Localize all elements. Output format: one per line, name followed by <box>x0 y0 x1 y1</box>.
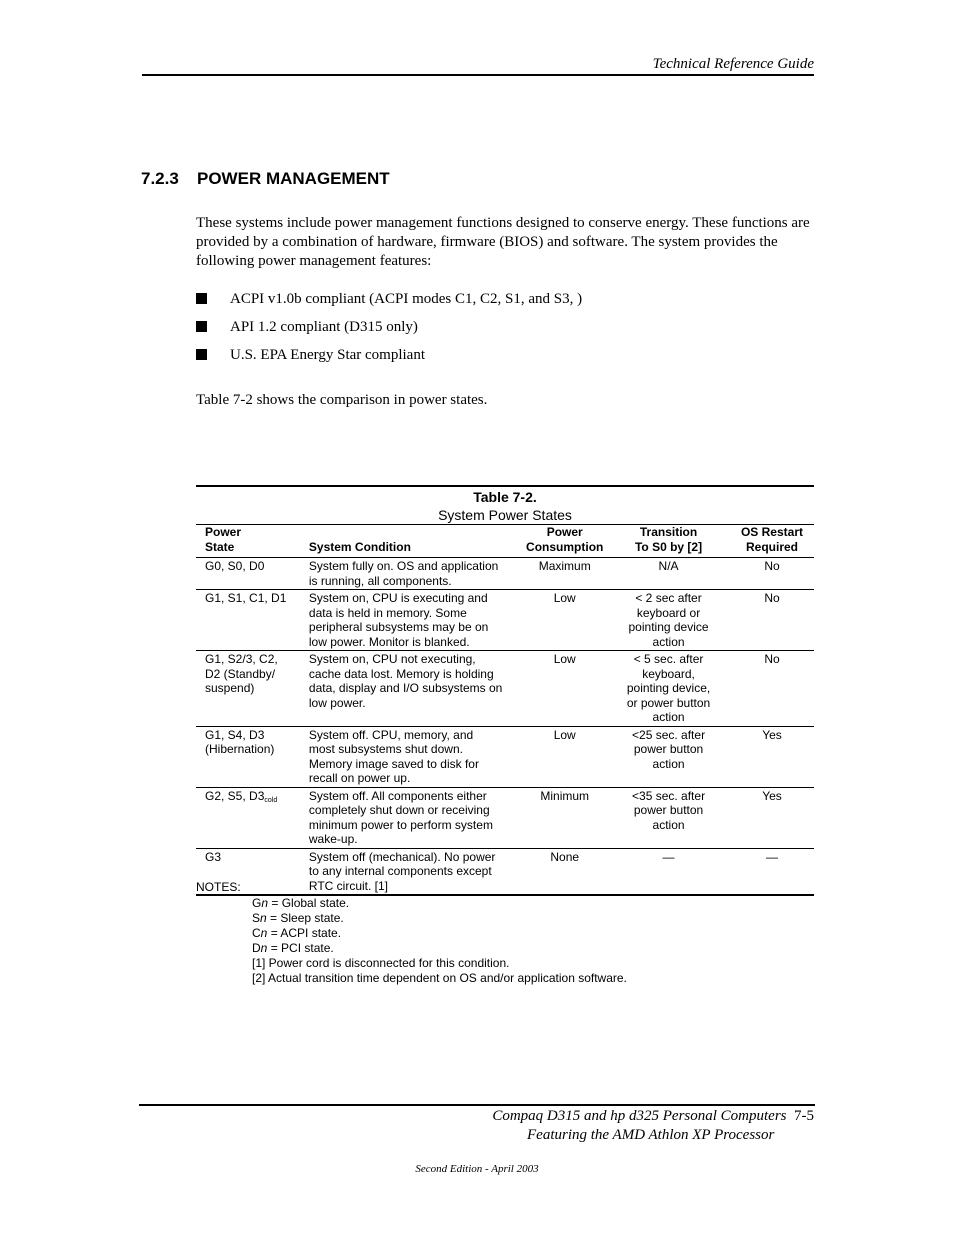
page-number: 7-5 <box>794 1108 814 1124</box>
cell-system-condition: System fully on. OS and application is running, all components. <box>309 558 522 590</box>
power-states-table <box>196 524 814 896</box>
bullet-square-icon <box>196 349 207 360</box>
notes-label: NOTES: <box>196 880 241 894</box>
cell-power-consumption: None <box>522 848 607 895</box>
table-row <box>196 726 814 787</box>
cell-power-consumption: Low <box>522 590 607 651</box>
cell-os-restart: Yes <box>730 787 814 848</box>
cell-os-restart: Yes <box>730 726 814 787</box>
cell-power-state: G1, S2/3, C2, D2 (Standby/ suspend) <box>196 651 309 727</box>
section-title: POWER MANAGEMENT <box>197 169 390 188</box>
cell-system-condition: System off. CPU, memory, and most subsystems shut down. Memory image saved to disk for recall on power up. <box>309 726 522 787</box>
note-item: Gn = Global state. <box>252 896 350 910</box>
header-os-restart: OS Restart Required <box>730 525 814 558</box>
bullet-square-icon <box>196 293 207 304</box>
cell-os-restart: No <box>730 651 814 727</box>
note-item: Sn = Sleep state. <box>252 911 344 925</box>
cell-power-consumption: Low <box>522 726 607 787</box>
running-header: Technical Reference Guide <box>652 56 814 72</box>
cell-system-condition: System on, CPU not executing, cache data lost. Memory is holding data, display and I/O subsystems on low power. <box>309 651 522 727</box>
cell-transition: <25 sec. after power button action <box>607 726 730 787</box>
bullet-item <box>196 318 418 337</box>
header-power-consumption: Power Consumption <box>522 525 607 558</box>
intro-paragraph: These systems include power management functions designed to conserve energy. These functions are provided by a combination of hardware, firmware (BIOS) and software. The system provides the following power management features: <box>196 215 810 269</box>
header-power-state: Power State <box>196 525 309 558</box>
table-top-rule <box>196 485 814 487</box>
cell-power-state: G3 <box>196 848 309 895</box>
bullet-text: U.S. EPA Energy Star compliant <box>230 347 425 363</box>
cell-transition: N/A <box>607 558 730 590</box>
footnote-item: [2] Actual transition time dependent on OS and/or application software. <box>252 971 627 985</box>
bullet-square-icon <box>196 321 207 332</box>
cell-os-restart: — <box>730 848 814 895</box>
footer-rule <box>139 1104 815 1106</box>
table-reference-text: Table 7-2 shows the comparison in power states. <box>196 392 488 408</box>
cell-power-state: G1, S1, C1, D1 <box>196 590 309 651</box>
bullet-text: ACPI v1.0b compliant (ACPI modes C1, C2, S1, and S3, ) <box>230 291 583 307</box>
cell-transition: — <box>607 848 730 895</box>
header-system-condition: System Condition <box>309 525 522 558</box>
note-item: Dn = PCI state. <box>252 941 334 955</box>
cell-transition: <35 sec. after power button action <box>607 787 730 848</box>
section-heading <box>141 169 390 189</box>
bullet-text: API 1.2 compliant (D315 only) <box>230 319 418 335</box>
cell-power-state: G2, S5, $D3_{cold}$ <box>196 787 309 848</box>
power-states-table-block <box>196 485 814 896</box>
footnote-item: [1] Power cord is disconnected for this condition. <box>252 956 510 970</box>
cell-os-restart: No <box>730 558 814 590</box>
table-header-row <box>196 525 814 558</box>
cell-power-consumption: Low <box>522 651 607 727</box>
footer-subtitle: Featuring the AMD Athlon XP Processor <box>527 1127 775 1143</box>
table-caption-title: System Power States <box>438 507 572 523</box>
cell-system-condition: System off (mechanical). No power to any internal components except RTC circuit. [1] <box>309 848 522 895</box>
cell-transition: < 2 sec after keyboard or pointing device action <box>607 590 730 651</box>
table-row <box>196 590 814 651</box>
note-item: Cn = ACPI state. <box>252 926 342 940</box>
notes-list <box>252 896 627 986</box>
section-number: 7.2.3 <box>141 169 179 188</box>
cell-os-restart: No <box>730 590 814 651</box>
table-row <box>196 558 814 590</box>
footer-title-line <box>492 1108 814 1125</box>
table-caption-number: Table 7-2. <box>473 489 537 505</box>
table-row <box>196 848 814 895</box>
cell-power-consumption: Maximum <box>522 558 607 590</box>
cell-system-condition: System on, CPU is executing and data is held in memory. Some peripheral subsystems may be on low power. Monitor is blanked. <box>309 590 522 651</box>
header-transition: Transition To S0 by [2] <box>607 525 730 558</box>
cell-power-consumption: Minimum <box>522 787 607 848</box>
cell-system-condition: System off. All components either completely shut down or receiving minimum power to perform system wake-up. <box>309 787 522 848</box>
edition-text: Second Edition - April 2003 <box>415 1163 539 1175</box>
header-rule <box>142 74 814 76</box>
footer-product-title: Compaq D315 and hp d325 Personal Computers <box>492 1108 787 1124</box>
cell-power-state: G0, S0, D0 <box>196 558 309 590</box>
table-row <box>196 787 814 848</box>
bullet-item <box>196 290 583 309</box>
table-row <box>196 651 814 727</box>
cell-power-state: G1, S4, D3 (Hibernation) <box>196 726 309 787</box>
bullet-item <box>196 346 425 365</box>
cell-transition: < 5 sec. after keyboard, pointing device, or power button action <box>607 651 730 727</box>
